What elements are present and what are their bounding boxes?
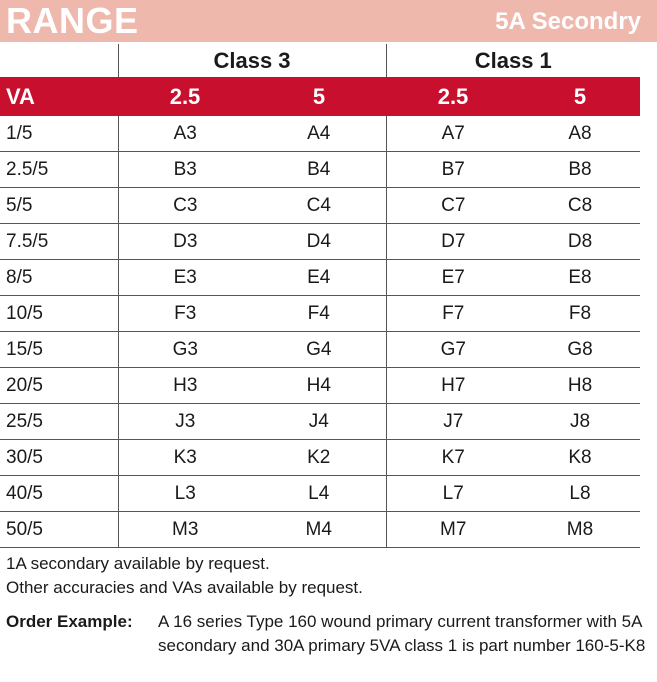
- table-row: [0, 296, 640, 332]
- cell-class3-5: A4: [252, 116, 386, 152]
- cell-class3-5: L4: [252, 476, 386, 512]
- cell-class3-5: G4: [252, 332, 386, 368]
- cell-class3-2-5: B3: [118, 152, 252, 188]
- class-3-header: Class 3: [118, 44, 386, 77]
- cell-class1-5: D8: [520, 224, 640, 260]
- cell-class1-2-5: M7: [386, 512, 520, 548]
- cell-class1-2-5: H7: [386, 368, 520, 404]
- table-row: [0, 368, 640, 404]
- table-row: [0, 224, 640, 260]
- cell-va: 2.5/5: [0, 152, 118, 188]
- cell-class1-2-5: K7: [386, 440, 520, 476]
- table-row: [0, 260, 640, 296]
- cell-class1-5: E8: [520, 260, 640, 296]
- cell-class3-2-5: H3: [118, 368, 252, 404]
- cell-class1-5: G8: [520, 332, 640, 368]
- col-header-class1-5: 5: [520, 77, 640, 116]
- cell-class3-2-5: A3: [118, 116, 252, 152]
- cell-class1-2-5: B7: [386, 152, 520, 188]
- cell-class3-5: C4: [252, 188, 386, 224]
- table-row: [0, 440, 640, 476]
- cell-class3-5: D4: [252, 224, 386, 260]
- range-table: [0, 44, 640, 548]
- cell-class3-5: J4: [252, 404, 386, 440]
- cell-class1-5: K8: [520, 440, 640, 476]
- class-1-header: Class 1: [386, 44, 640, 77]
- banner-title: RANGE: [6, 0, 139, 41]
- cell-va: 8/5: [0, 260, 118, 296]
- col-header-class3-5: 5: [252, 77, 386, 116]
- col-header-class1-2-5: 2.5: [386, 77, 520, 116]
- cell-class1-5: J8: [520, 404, 640, 440]
- order-example-label: Order Example:: [6, 612, 133, 631]
- cell-class3-5: K2: [252, 440, 386, 476]
- col-header-va: VA: [0, 77, 118, 116]
- cell-class1-5: H8: [520, 368, 640, 404]
- cell-va: 1/5: [0, 116, 118, 152]
- cell-class3-2-5: D3: [118, 224, 252, 260]
- cell-va: 5/5: [0, 188, 118, 224]
- note-other-accuracies: Other accuracies and VAs available by request.: [6, 578, 363, 597]
- cell-class3-2-5: G3: [118, 332, 252, 368]
- cell-class1-5: L8: [520, 476, 640, 512]
- cell-class1-5: M8: [520, 512, 640, 548]
- cell-class1-5: B8: [520, 152, 640, 188]
- cell-va: 10/5: [0, 296, 118, 332]
- cell-va: 20/5: [0, 368, 118, 404]
- cell-class3-2-5: M3: [118, 512, 252, 548]
- cell-class3-2-5: F3: [118, 296, 252, 332]
- table-row: [0, 476, 640, 512]
- cell-class1-2-5: L7: [386, 476, 520, 512]
- class-header-row: [0, 44, 640, 77]
- table-row: [0, 404, 640, 440]
- cell-class3-5: E4: [252, 260, 386, 296]
- cell-va: 7.5/5: [0, 224, 118, 260]
- class-header-blank: [0, 44, 118, 77]
- cell-class1-2-5: D7: [386, 224, 520, 260]
- cell-class3-2-5: L3: [118, 476, 252, 512]
- cell-class3-2-5: J3: [118, 404, 252, 440]
- cell-class1-2-5: C7: [386, 188, 520, 224]
- cell-va: 30/5: [0, 440, 118, 476]
- table-row: [0, 332, 640, 368]
- cell-class3-2-5: K3: [118, 440, 252, 476]
- cell-va: 40/5: [0, 476, 118, 512]
- column-header-row: [0, 77, 640, 116]
- range-banner: [0, 0, 657, 42]
- order-example-text: A 16 series Type 160 wound primary current transformer with 5A secondary and 30A primary 5VA class 1 is part number 160-5-K8: [158, 612, 646, 655]
- cell-class1-5: F8: [520, 296, 640, 332]
- cell-va: 15/5: [0, 332, 118, 368]
- table-row: [0, 188, 640, 224]
- cell-class1-2-5: F7: [386, 296, 520, 332]
- cell-class1-5: C8: [520, 188, 640, 224]
- col-header-class3-2-5: 2.5: [118, 77, 252, 116]
- cell-class3-5: M4: [252, 512, 386, 548]
- cell-class1-2-5: A7: [386, 116, 520, 152]
- cell-class3-5: B4: [252, 152, 386, 188]
- cell-class3-5: F4: [252, 296, 386, 332]
- table-row: [0, 152, 640, 188]
- note-1a-secondary: 1A secondary available by request.: [6, 554, 270, 573]
- cell-va: 25/5: [0, 404, 118, 440]
- cell-class1-5: A8: [520, 116, 640, 152]
- cell-class1-2-5: J7: [386, 404, 520, 440]
- cell-class1-2-5: G7: [386, 332, 520, 368]
- cell-va: 50/5: [0, 512, 118, 548]
- cell-class3-2-5: E3: [118, 260, 252, 296]
- table-row: [0, 512, 640, 548]
- banner-subtitle: 5A Secondry: [495, 8, 641, 35]
- table-row: [0, 116, 640, 152]
- cell-class3-5: H4: [252, 368, 386, 404]
- cell-class1-2-5: E7: [386, 260, 520, 296]
- cell-class3-2-5: C3: [118, 188, 252, 224]
